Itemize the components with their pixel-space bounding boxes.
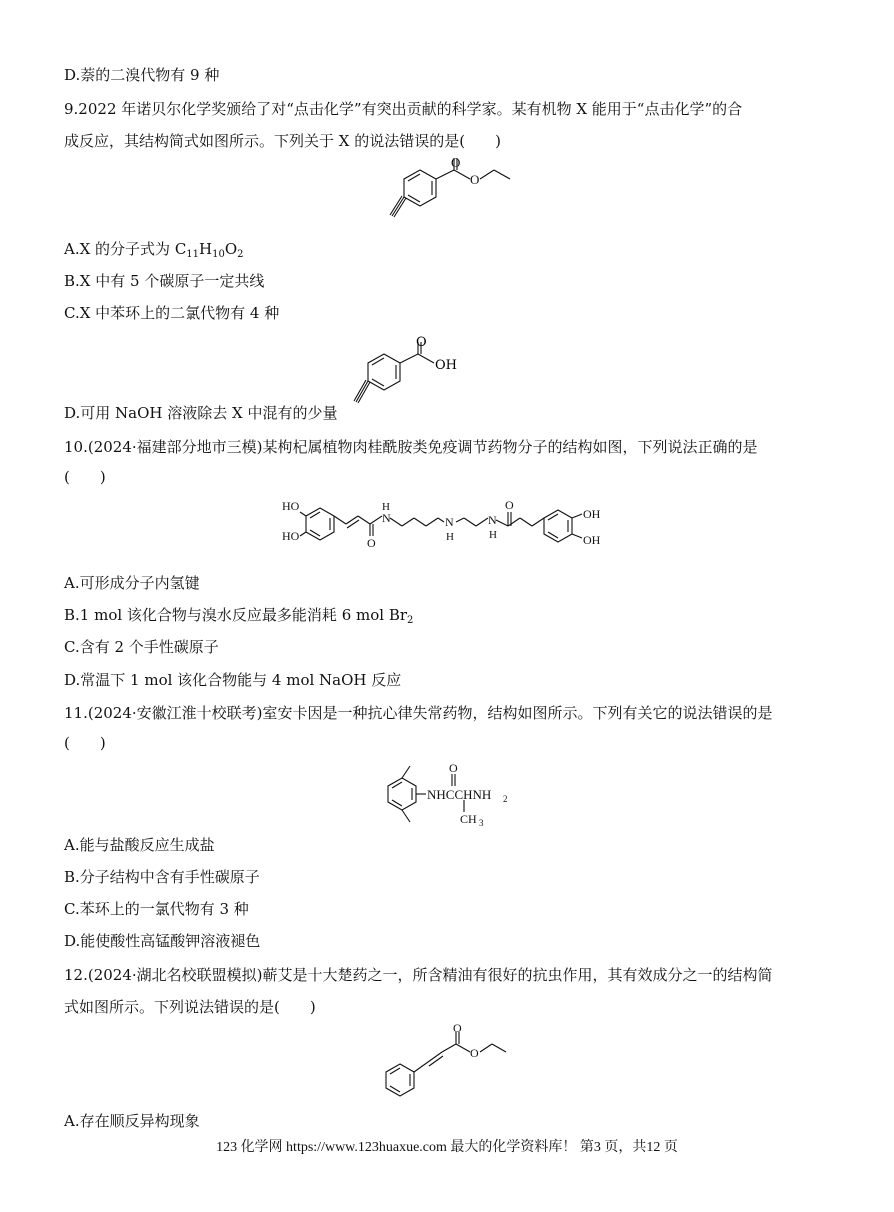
tocainide-figure	[380, 760, 520, 828]
option-a-text: A.X 的分子式为 C	[64, 240, 187, 258]
acid-oh: OH	[435, 358, 457, 373]
fig10-n-3: N	[488, 513, 497, 527]
fig10-h-1: H	[382, 501, 390, 513]
option-d-q11: D.能使酸性高锰酸钾溶液褪色	[64, 932, 261, 950]
fig10-ho-1: HO	[282, 499, 300, 513]
option-d-q9: D.可用 NaOH 溶液除去 X 中混有的少量	[64, 404, 338, 422]
ester-o-label: O	[470, 172, 480, 187]
fig10-ho-2: HO	[282, 529, 300, 543]
fig10-n-1: N	[382, 511, 391, 525]
option-c-q10: C.含有 2 个手性碳原子	[64, 638, 219, 656]
question-11-stem: 11.(2024·安徽江淮十校联考)室安卡因是一种抗心律失常药物，结构如图所示。下列有关它的说法错误的是	[64, 704, 773, 722]
option-d-q8: D.萘的二溴代物有 9 种	[64, 66, 220, 84]
ethyl-cinnamate-figure	[380, 1024, 520, 1102]
fig11-ch: CH	[460, 812, 477, 826]
question-12-stem-cont: 式如图所示。下列说法错误的是( )	[64, 998, 316, 1016]
ethynylbenzoic-acid-figure	[346, 334, 466, 422]
question-12-stem: 12.(2024·湖北名校联盟模拟)蕲艾是十大楚药之一，所含精油有很好的抗虫作用，其有效成分之一的结构简	[64, 966, 773, 984]
option-d-q10: D.常温下 1 mol 该化合物能与 4 mol NaOH 反应	[64, 671, 402, 689]
fig10-h-2: H	[446, 531, 454, 543]
fig12-carbonyl-o: O	[453, 1024, 462, 1035]
br-subscript: 2	[407, 615, 414, 626]
subscript-11: 11	[186, 249, 200, 260]
fig10-o-2: O	[505, 498, 514, 512]
option-a-q12: A.存在顺反异构现象	[64, 1112, 200, 1130]
fig10-oh-1: OH	[583, 507, 601, 521]
formula-o: O	[224, 240, 238, 258]
option-a-q11: A.能与盐酸反应生成盐	[64, 836, 215, 854]
question-11-paren: ( )	[64, 734, 106, 752]
option-b-q10	[64, 604, 413, 632]
fig10-oh-2: OH	[583, 533, 601, 547]
question-9-stem-cont: 成反应，其结构简式如图所示。下列关于 X 的说法错误的是( )	[64, 132, 501, 150]
fig10-o-1: O	[367, 536, 376, 550]
option-a-q9	[64, 238, 244, 266]
acid-carbonyl-o: O	[416, 335, 427, 350]
subscript-2: 2	[237, 249, 244, 260]
option-b-q11: B.分子结构中含有手性碳原子	[64, 868, 260, 886]
option-c-q9: C.X 中苯环上的二氯代物有 4 种	[64, 304, 280, 322]
option-b-text: B.1 mol 该化合物与溴水反应最多能消耗 6 mol Br	[64, 606, 408, 624]
formula-h: H	[199, 240, 213, 258]
fig11-chain: NHCCHNH	[427, 787, 492, 802]
carbonyl-o-label: O	[451, 158, 461, 170]
molecule-x-figure	[380, 158, 540, 230]
fig11-sub2: 2	[503, 794, 508, 804]
subscript-10: 10	[212, 249, 225, 260]
cinnamamide-figure	[280, 494, 620, 564]
fig11-sub3: 3	[479, 818, 484, 828]
question-10-paren: ( )	[64, 468, 106, 486]
fig10-h-3: H	[489, 529, 497, 541]
fig10-n-2: N	[445, 515, 454, 529]
question-10-stem: 10.(2024·福建部分地市三模)某枸杞属植物肉桂酰胺类免疫调节药物分子的结构如图，下列说法正确的是	[64, 438, 758, 456]
option-c-q11: C.苯环上的一氯代物有 3 种	[64, 900, 249, 918]
option-a-q10: A.可形成分子内氢键	[64, 574, 200, 592]
page-footer: 123 化学网 https://www.123huaxue.com 最大的化学资料库！ 第3 页，共12 页	[216, 1140, 678, 1155]
fig12-ester-o: O	[470, 1046, 479, 1060]
fig11-o: O	[449, 761, 458, 775]
option-b-q9: B.X 中有 5 个碳原子一定共线	[64, 272, 265, 290]
question-9-stem: 9.2022 年诺贝尔化学奖颁给了对“点击化学”有突出贡献的科学家。某有机物 X 能用于“点击化学”的合	[64, 100, 743, 118]
